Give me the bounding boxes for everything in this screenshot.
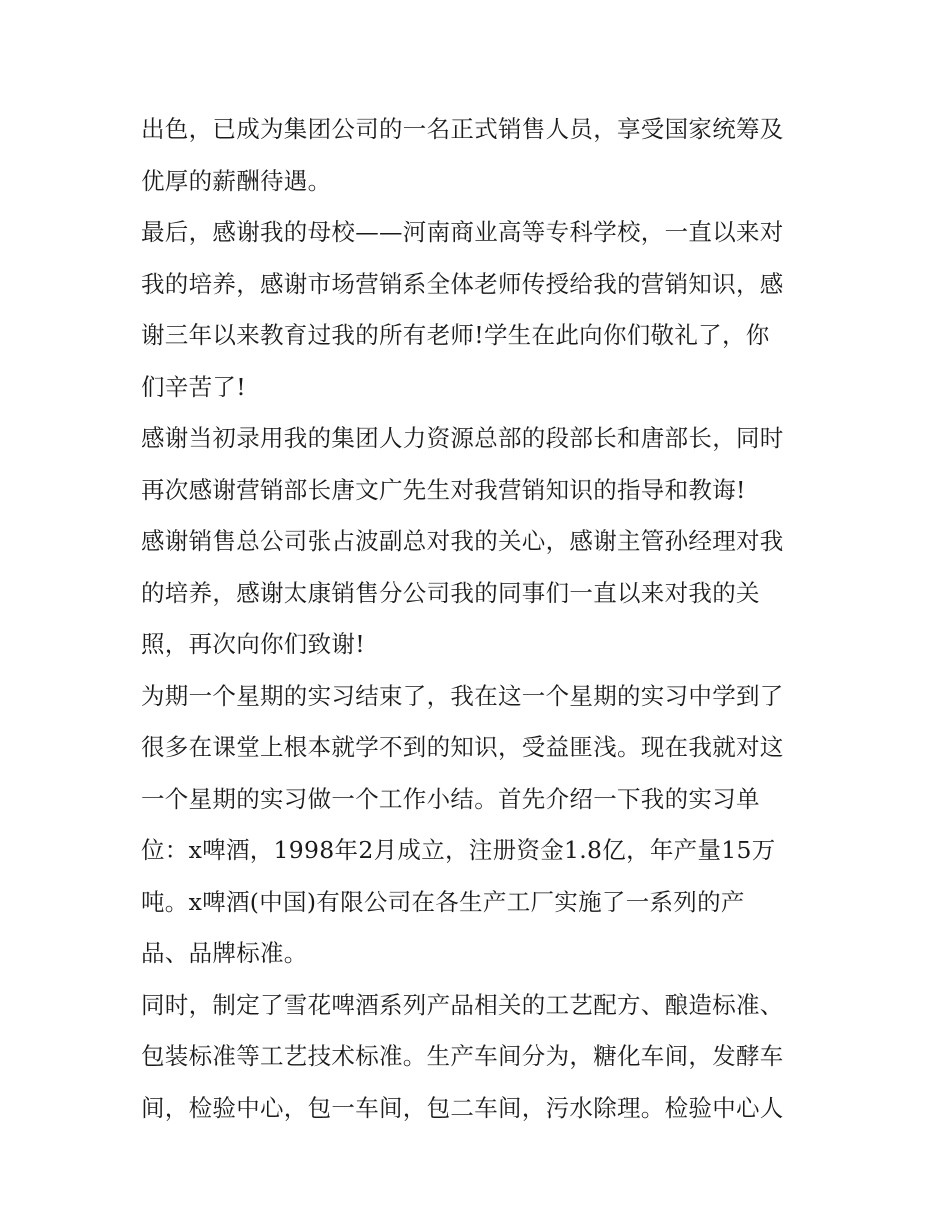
text-line: 间，检验中心，包一车间，包二车间，污水除理。检验中心人 [141, 1093, 784, 1122]
text-line: 很多在课堂上根本就学不到的知识，受益匪浅。现在我就对这 [141, 733, 784, 761]
text-line: 谢三年以来教育过我的所有老师!学生在此向你们敬礼了，你 [141, 321, 770, 349]
text-line: 优厚的薪酬待遇。 [141, 166, 332, 195]
text-line: 感谢当初录用我的集团人力资源总部的段部长和唐部长，同时 [141, 424, 784, 452]
text-line: 位：x啤酒，1998年2月成立，注册资金1.8亿，年产量15万 [141, 836, 776, 864]
text-line: 的培养，感谢太康销售分公司我的同事们一直以来对我的关 [141, 578, 760, 607]
text-line: 一个星期的实习做一个工作小结。首先介绍一下我的实习单 [141, 784, 760, 813]
text-line: 同时，制定了雪花啤酒系列产品相关的工艺配方、酿造标准、 [141, 990, 784, 1019]
text-line: 为期一个星期的实习结束了，我在这一个星期的实习中学到了 [141, 681, 784, 710]
text-line: 包装标准等工艺技术标准。生产车间分为，糖化车间，发酵车 [141, 1042, 784, 1070]
text-line: 再次感谢营销部长唐文广先生对我营销知识的指导和教诲! [141, 475, 746, 504]
text-line: 们辛苦了! [141, 372, 246, 401]
text-line: 感谢销售总公司张占波副总对我的关心，感谢主管孙经理对我 [141, 527, 784, 555]
text-line: 吨。x啤酒(中国)有限公司在各生产工厂实施了一系列的产 [141, 887, 745, 916]
text-line: 品、品牌标准。 [141, 939, 308, 967]
text-line: 最后，感谢我的母校——河南商业高等专科学校，一直以来对 [141, 218, 784, 246]
text-line: 照，再次向你们致谢! [141, 630, 365, 658]
text-line: 我的培养，感谢市场营销系全体老师传授给我的营销知识，感 [141, 269, 784, 298]
text-line: 出色，已成为集团公司的一名正式销售人员，享受国家统筹及 [141, 115, 784, 143]
document-body [141, 104, 821, 1134]
